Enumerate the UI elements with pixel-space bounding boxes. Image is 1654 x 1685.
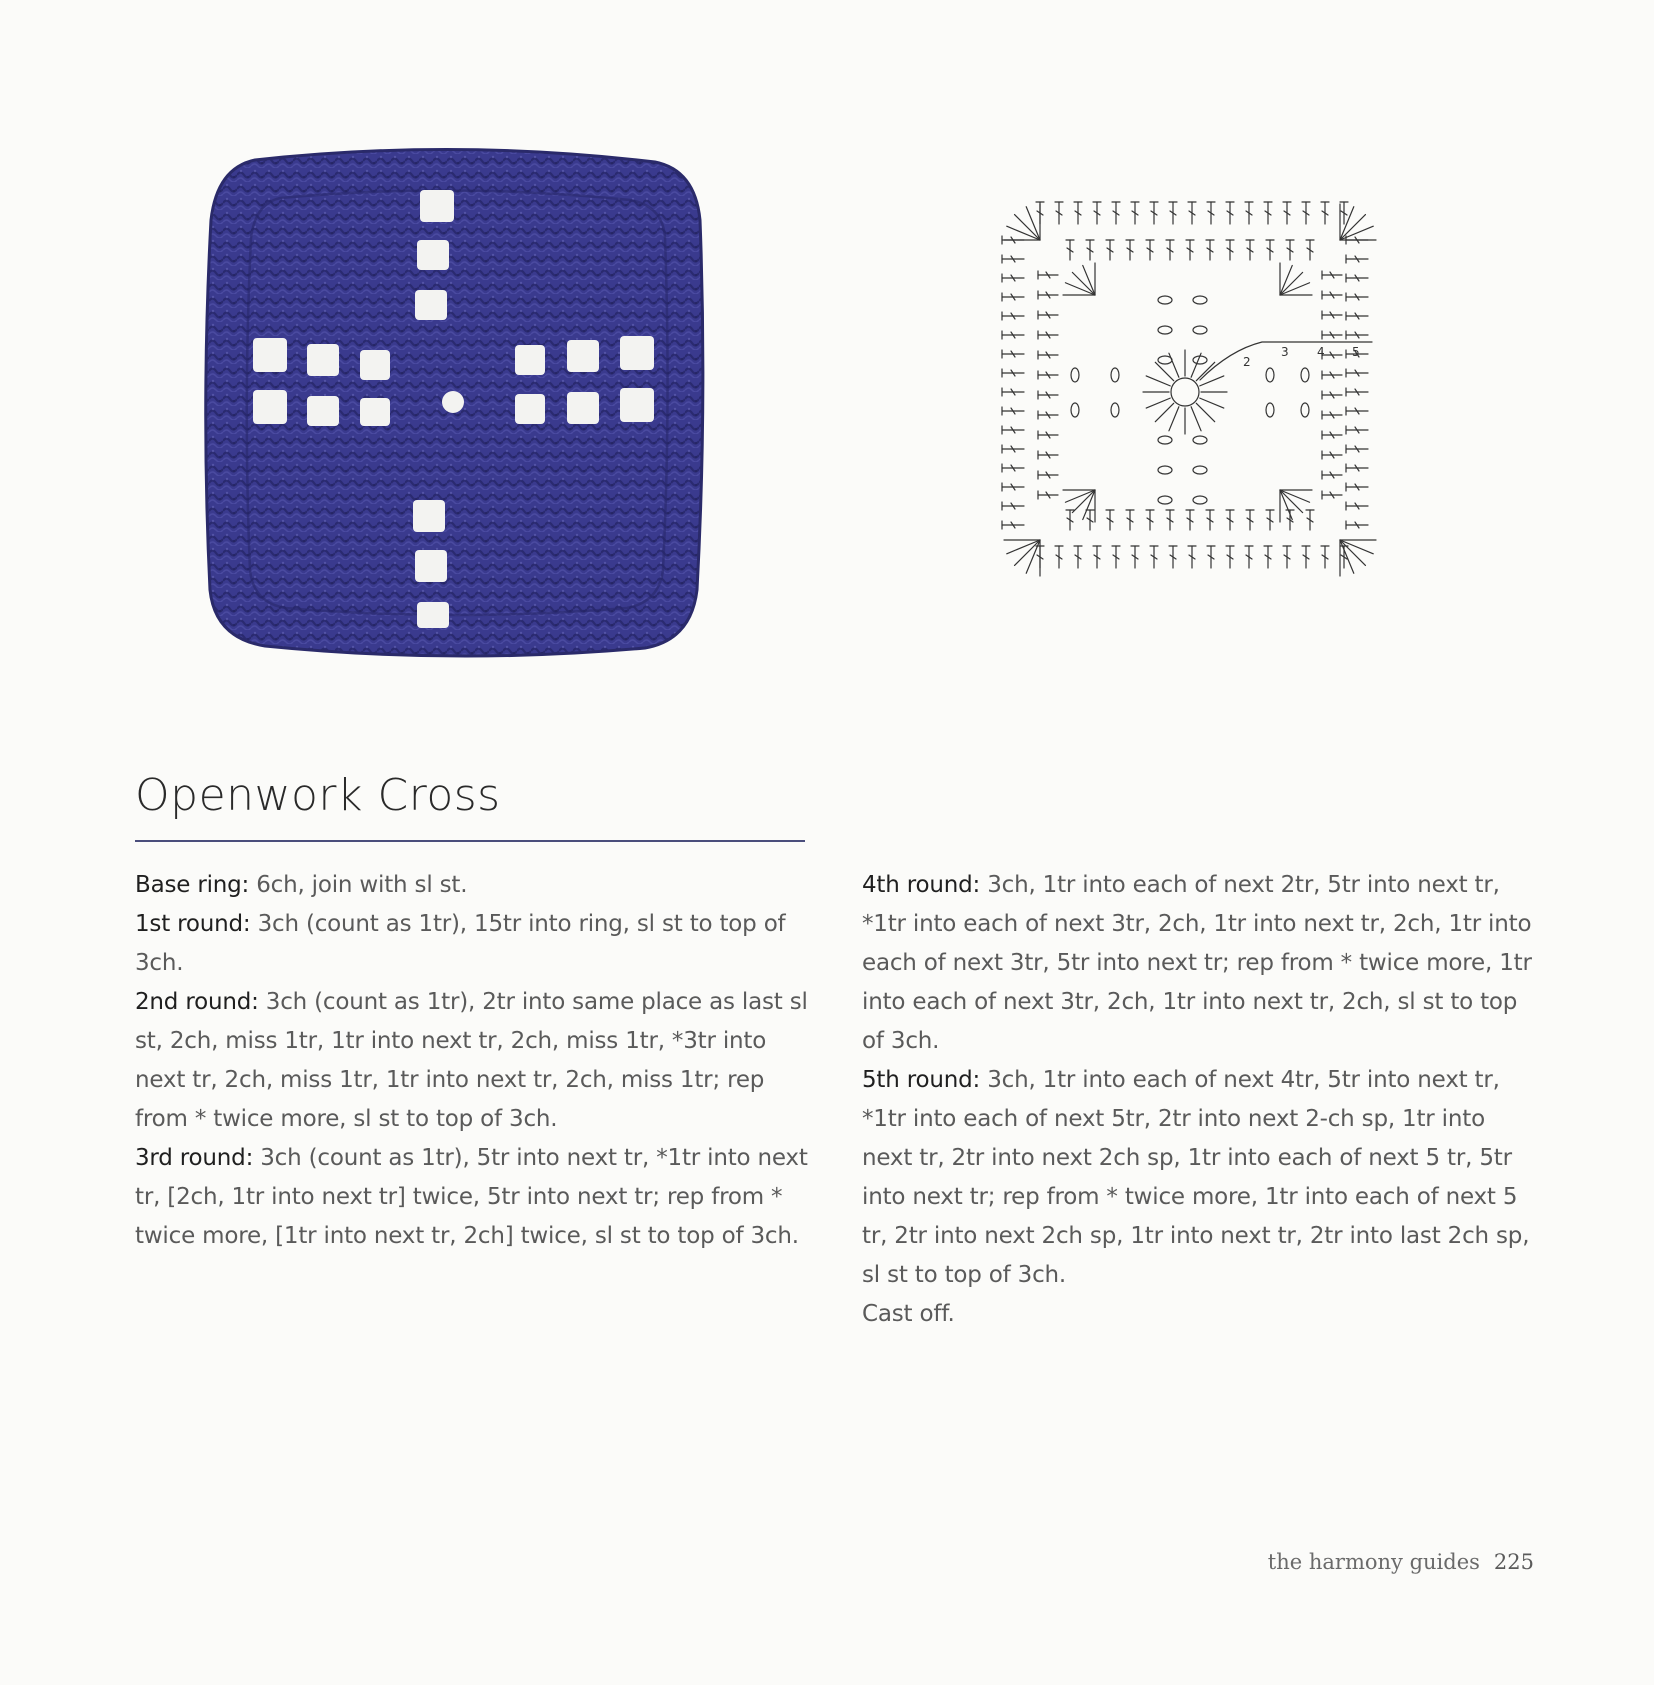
instruction-step xyxy=(862,866,1542,1061)
step-text: 6ch, join with sl st. xyxy=(249,872,468,898)
chart-chain-mark xyxy=(1111,403,1119,417)
chart-stitch-mark xyxy=(1169,353,1179,377)
chart-stitch-mark xyxy=(1200,398,1224,408)
chart-chain-mark xyxy=(1193,496,1207,504)
chart-stitch-mark xyxy=(1155,403,1173,421)
step-label: 1st round: xyxy=(135,911,251,937)
step-text: Cast off. xyxy=(862,1301,955,1327)
chart-stitch-mark xyxy=(1146,376,1170,386)
chart-chain-mark xyxy=(1071,403,1079,417)
chart-chain-mark xyxy=(1158,326,1172,334)
chart-stitch-mark xyxy=(1169,407,1179,431)
step-text: 3ch (count as 1tr), 15tr into ring, sl st to top of 3ch. xyxy=(135,911,786,976)
step-text: 3ch, 1tr into each of next 2tr, 5tr into next tr, *1tr into each of next 3tr, 2ch, 1tr into next tr, 2ch, 1tr into each of next 3tr, 5tr into next tr; rep from * twice more, 1tr into each of next 3tr, 2ch, 1tr into next tr, 2ch, sl st to top of 3ch. xyxy=(862,872,1532,1054)
chart-chain-mark xyxy=(1193,436,1207,444)
crochet-symbol-chart xyxy=(1000,200,1380,590)
chart-stitch-mark xyxy=(1146,398,1170,408)
chart-chain-mark xyxy=(1266,403,1274,417)
page-title: Openwork Cross xyxy=(135,770,501,821)
chart-chain-mark xyxy=(1193,296,1207,304)
step-label: 3rd round: xyxy=(135,1145,254,1171)
chart-stitch-mark xyxy=(1280,272,1303,295)
chart-ring-mark xyxy=(1171,378,1199,406)
chart-stitch-mark xyxy=(1191,407,1201,431)
step-label: Base ring: xyxy=(135,872,250,898)
crochet-swatch-image xyxy=(195,140,715,670)
step-label: 4th round: xyxy=(862,872,981,898)
step-label: 2nd round: xyxy=(135,989,259,1015)
chart-chain-mark xyxy=(1301,368,1309,382)
page-number: 225 xyxy=(1493,1550,1534,1574)
chart-chain-mark xyxy=(1111,368,1119,382)
instructions-left-column xyxy=(135,866,815,1256)
chart-chain-mark xyxy=(1071,368,1079,382)
chart-stitch-mark xyxy=(1015,540,1040,565)
chart-chain-mark xyxy=(1158,496,1172,504)
chart-chain-mark xyxy=(1266,368,1274,382)
chart-stitch-mark xyxy=(1155,362,1173,380)
chart-stitch-mark xyxy=(1072,272,1095,295)
step-label: 5th round: xyxy=(862,1067,981,1093)
chart-chain-mark xyxy=(1193,466,1207,474)
chart-round-number: 3 xyxy=(1281,345,1289,359)
chart-stitch-mark xyxy=(1015,215,1040,240)
instruction-step xyxy=(135,866,815,905)
title-divider xyxy=(135,840,805,842)
chart-stitch-mark xyxy=(1072,490,1095,513)
chart-round-number: 4 xyxy=(1317,345,1325,359)
step-text: 3ch, 1tr into each of next 4tr, 5tr into next tr, *1tr into each of next 5tr, 2tr into next 2-ch sp, 1tr into next tr, 2tr into next 2ch sp, 1tr into each of next 5 tr, 5tr into next tr; rep from * twice more, 1tr into each of next 5 tr, 2tr into next 2ch sp, 1tr into next tr, 2tr into last 2ch sp, sl st to top of 3ch. xyxy=(862,1067,1530,1288)
chart-diagram xyxy=(1000,200,1380,590)
chart-stitch-mark xyxy=(1196,403,1214,421)
chart-chain-mark xyxy=(1301,403,1309,417)
instructions-right-column xyxy=(862,866,1542,1334)
series-name: the harmony guides xyxy=(1267,1550,1480,1574)
chart-chain-mark xyxy=(1158,296,1172,304)
instruction-step xyxy=(862,1295,1542,1334)
swatch-photo xyxy=(195,140,715,670)
chart-stitch-mark xyxy=(1280,490,1303,513)
step-text: 3ch (count as 1tr), 2tr into same place as last sl st, 2ch, miss 1tr, 1tr into next tr, 2ch, miss 1tr, *3tr into next tr, 2ch, miss 1tr, 1tr into next tr, 2ch, miss 1tr; rep from * twice more, sl st to top of 3ch. xyxy=(135,989,808,1132)
chart-stitch-mark xyxy=(1196,362,1214,380)
instruction-step xyxy=(862,1061,1542,1295)
chart-chain-mark xyxy=(1193,326,1207,334)
instruction-step xyxy=(135,1139,815,1256)
page-footer xyxy=(1268,1550,1534,1574)
instruction-step xyxy=(135,983,815,1139)
chart-chain-mark xyxy=(1158,356,1172,364)
chart-chain-mark xyxy=(1158,436,1172,444)
chart-round-number: 5 xyxy=(1352,345,1360,359)
step-text: 3ch (count as 1tr), 5tr into next tr, *1tr into next tr, [2ch, 1tr into next tr] twice, 5tr into next tr; rep from * twice more, [1tr into next tr, 2ch] twice, sl st to top of 3ch. xyxy=(135,1145,808,1249)
chart-chain-mark xyxy=(1158,466,1172,474)
chart-round-number: 2 xyxy=(1243,355,1251,369)
instruction-step xyxy=(135,905,815,983)
